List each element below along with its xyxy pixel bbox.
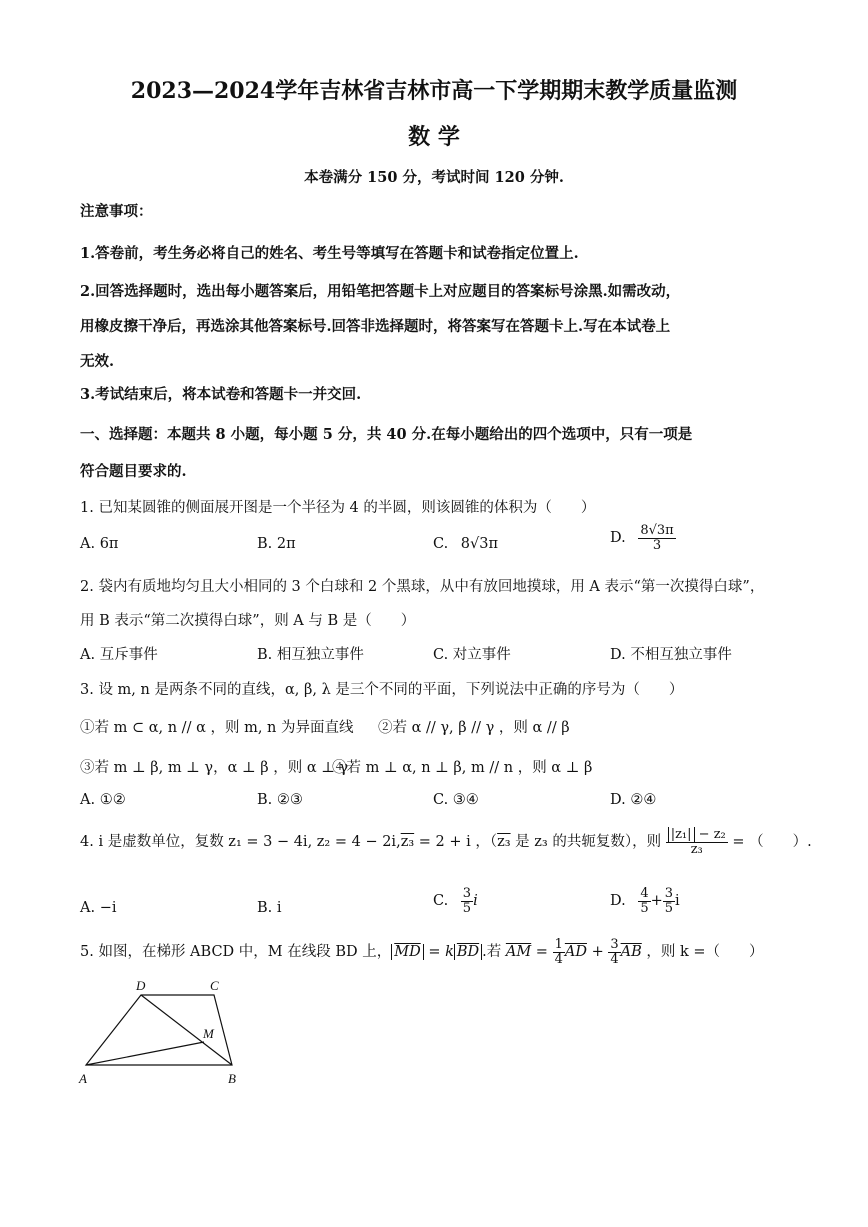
q4-option-c-denominator: 5 <box>462 900 472 916</box>
q4-option-c-numerator: 3 <box>462 886 472 901</box>
q1-option-c-label: C. <box>433 536 449 552</box>
q4-option-c-label: C. <box>433 893 449 910</box>
q4-option-a: A. −i <box>80 900 117 916</box>
q1-option-d-numerator: 8√3π <box>640 523 674 538</box>
q4-abs-z1: |z₁| <box>668 827 695 842</box>
q5-md-text: $\overline{MD}$ <box>394 944 421 961</box>
q5-vector-ab: $\overline{AB}$ <box>620 944 642 961</box>
section1-line1: 一、选择题：本题共 8 小题，每小题 5 分，共 40 分.在每小题给出的四个选项中，只有一项是 <box>80 426 693 443</box>
q3-stem: 3. 设 m, n 是两条不同的直线，α, β, λ 是三个不同的平面，下列说法中正确的序号为（ ） <box>80 682 684 698</box>
q1-option-c <box>433 536 498 552</box>
q5-eq-k: = k <box>423 944 454 961</box>
q5-fraction-2-denominator: 4 <box>610 951 619 967</box>
q4-fraction <box>666 828 728 856</box>
q4-option-d-label: D. <box>610 893 626 910</box>
q3-statement-2: ②若 α // γ, β // γ ，则 α // β <box>378 720 570 736</box>
q3-option-d: D. ②④ <box>610 792 657 808</box>
q1-stem: 1. 已知某圆锥的侧面展开图是一个半径为 4 的半圆，则该圆锥的体积为（ ） <box>80 500 596 516</box>
notes-item-2-line1: 2.回答选择题时，选出每小题答案后，用铅笔把答题卡上对应题目的答案标号涂黑.如需改动， <box>80 283 681 300</box>
vertex-label-a: A <box>79 1071 87 1086</box>
q4-z3-conjugate-note: z₃ <box>497 834 511 851</box>
q5-stem <box>80 938 764 966</box>
notes-item-2-line3: 无效. <box>80 353 115 370</box>
exam-title: 2023—2024学年吉林省吉林市高一下学期期末教学质量监测 <box>130 78 738 104</box>
segment-bd <box>141 995 232 1065</box>
vertex-label-b: B <box>228 1071 236 1086</box>
q5-stem-part-a: 5. 如图，在梯形 ABCD 中，M 在线段 BD 上， <box>80 944 392 961</box>
vertex-label-d: D <box>136 978 146 993</box>
q4-option-b: B. i <box>257 900 282 916</box>
q5-fraction-1 <box>553 938 565 966</box>
q5-vector-md <box>391 944 423 960</box>
q4-fraction-denominator: z₃ <box>690 841 703 857</box>
notes-item-1: 1.答卷前，考生务必将自己的姓名、考生号等填写在答题卡和试卷指定位置上. <box>80 245 579 262</box>
q4-option-d-unit: i <box>675 893 680 910</box>
q5-fraction-2 <box>608 938 620 966</box>
q1-option-d-fraction <box>638 524 675 552</box>
subject-title: 数 学 <box>408 124 460 150</box>
q1-option-d-label: D. <box>610 530 626 547</box>
notes-item-3: 3.考试结束后，将本试卷和答题卡一并交回. <box>80 386 362 403</box>
q5-fraction-1-numerator: 1 <box>554 937 563 952</box>
q4-option-d-numerator-1: 4 <box>640 886 649 901</box>
q5-fraction-1-denominator: 4 <box>554 951 563 967</box>
q1-option-d <box>610 524 676 552</box>
q3-statement-1: ①若 m ⊂ α, n // α ，则 m, n 为异面直线 <box>80 720 354 736</box>
q4-stem-part-c: = 2 + i ，（ <box>414 834 498 851</box>
q2-option-b: B. 相互独立事件 <box>257 647 364 663</box>
q5-plus: + <box>586 944 609 961</box>
q2-stem-line2: 用 B 表示“第二次摸得白球”，则 A 与 B 是（ ） <box>80 613 416 629</box>
q4-fraction-numerator <box>666 828 728 843</box>
q4-stem-part-f: = （ ）. <box>727 834 812 851</box>
q1-option-c-value: 8√3π <box>460 536 499 552</box>
q5-stem-part-c: ，则 k =（ ） <box>641 944 764 961</box>
q4-stem-part-a: 4. i 是虚数单位，复数 z₁ = 3 − 4i, z₂ = 4 − 2i, <box>80 834 401 851</box>
point-label-m: M <box>203 1026 214 1041</box>
q4-option-d-denominator-1: 5 <box>640 900 649 916</box>
q5-vector-ad: $\overline{AD}$ <box>564 944 587 961</box>
notes-heading: 注意事项： <box>80 203 153 220</box>
q4-option-c-fraction <box>461 887 473 915</box>
q4-z3-conjugate: z₃ <box>400 834 415 851</box>
notes-item-2-line2: 用橡皮擦干净后，再选涂其他答案标号.回答非选择题时，将答案写在答题卡上.写在本试卷上 <box>80 318 671 335</box>
q3-option-a: A. ①② <box>80 792 126 808</box>
exam-info: 本卷满分 150 分，考试时间 120 分钟. <box>304 169 564 186</box>
vertex-label-c: C <box>210 978 219 993</box>
q3-option-b: B. ②③ <box>257 792 303 808</box>
q5-vector-am: $\overline{AM}$ <box>505 944 532 961</box>
q2-stem-line1: 2. 袋内有质地均匀且大小相同的 3 个白球和 2 个黑球，从中有放回地摸球，用 A 表示“第一次摸得白球”， <box>80 579 765 595</box>
segment-am <box>86 1042 204 1065</box>
q5-vector-bd <box>454 944 482 960</box>
q1-option-d-denominator: 3 <box>652 537 662 553</box>
q5-stem-part-b: .若 <box>482 944 506 961</box>
q1-option-b: B. 2π <box>257 536 296 552</box>
q4-option-d-denominator-2: 5 <box>664 900 674 916</box>
q4-option-d-fraction-1 <box>638 887 650 915</box>
q2-option-a: A. 互斥事件 <box>80 647 158 663</box>
q4-option-d-numerator-2: 3 <box>664 886 674 901</box>
q4-stem <box>80 828 812 856</box>
trapezoid-figure <box>74 974 254 1090</box>
q3-statement-3: ③若 m ⊥ β, m ⊥ γ，α ⊥ β ，则 α ⊥ γ <box>80 760 349 776</box>
q5-bd-text: $\overline{BD}$ <box>456 944 480 961</box>
q4-option-d-plus: + <box>650 893 663 910</box>
section1-line2: 符合题目要求的. <box>80 463 187 480</box>
q4-option-c-unit: i <box>473 893 478 910</box>
q4-option-c <box>433 887 478 915</box>
q1-option-a: A. 6π <box>80 536 119 552</box>
q4-option-d <box>610 887 680 915</box>
q3-option-c: C. ③④ <box>433 792 479 808</box>
q4-minus-z2: − z₂ <box>694 827 726 842</box>
q4-option-d-fraction-2 <box>663 887 675 915</box>
q3-statement-4: ④若 m ⊥ α, n ⊥ β, m // n ，则 α ⊥ β <box>332 760 593 776</box>
q2-option-d: D. 不相互独立事件 <box>610 647 732 663</box>
q4-stem-part-e: 是 z₃ 的共轭复数），则 <box>510 834 662 851</box>
q5-fraction-2-numerator: 3 <box>610 937 619 952</box>
q5-eq: = <box>531 944 553 961</box>
q2-option-c: C. 对立事件 <box>433 647 511 663</box>
